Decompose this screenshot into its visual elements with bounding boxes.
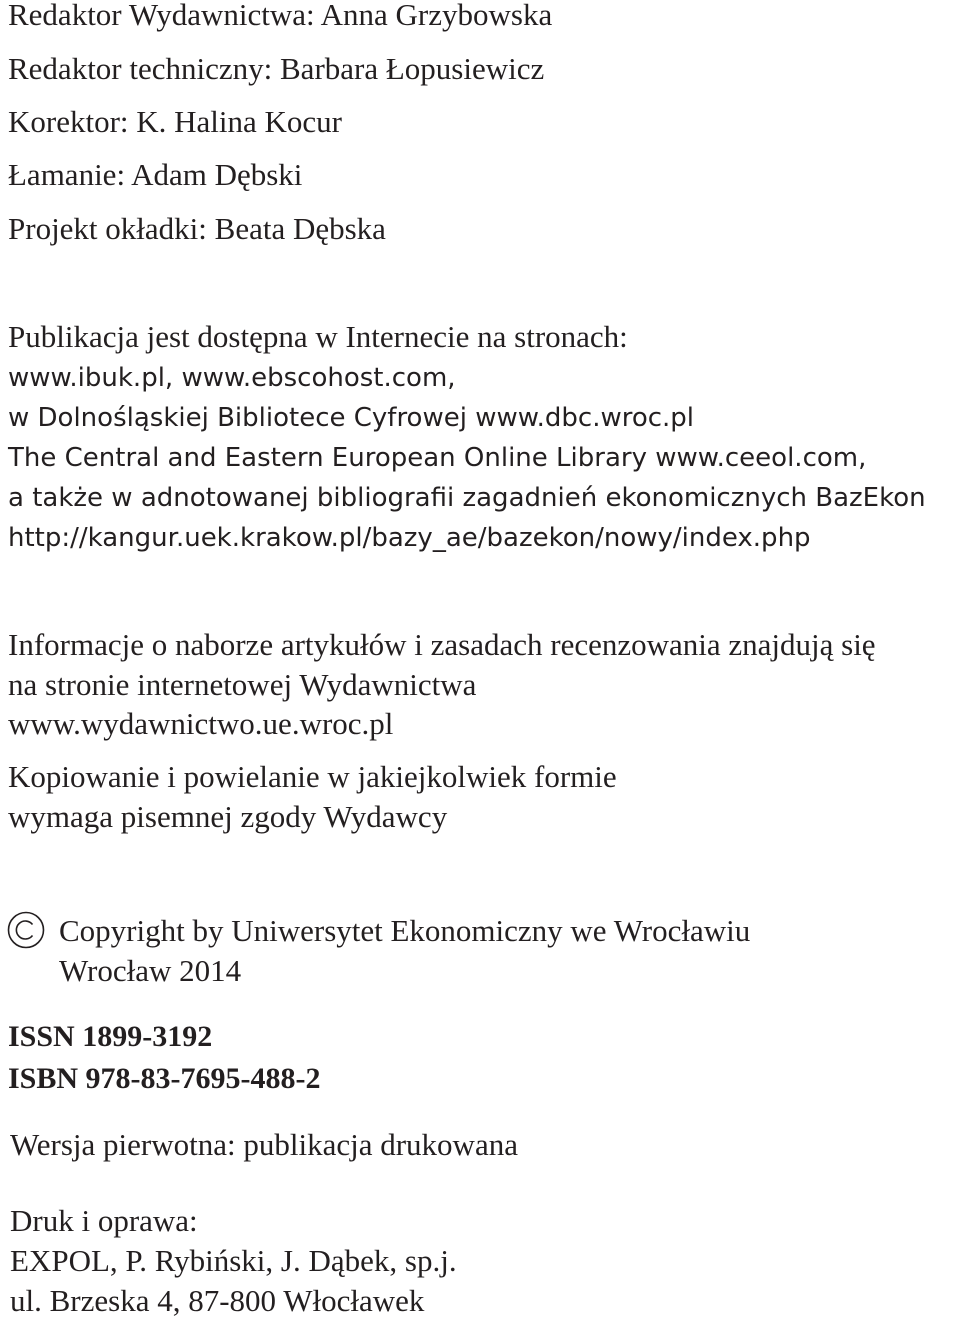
tech-editor-credit: Redaktor techniczny: Barbara Łopusiewicz bbox=[8, 51, 545, 86]
printer-address: ul. Brzeska 4, 87-800 Włocławek bbox=[10, 1283, 425, 1318]
rights-notice: Kopiowanie i powielanie w jakiejkolwiek formie bbox=[8, 759, 617, 794]
availability-intro: Publikacja jest dostępna w Internecie na stronach: bbox=[8, 319, 628, 354]
isbn: ISBN 978-83-7695-488-2 bbox=[8, 1062, 321, 1095]
copyright-place-year: Wrocław 2014 bbox=[59, 953, 242, 988]
editor-credit: Redaktor Wydawnictwa: Anna Grzybowska bbox=[8, 0, 553, 32]
issn: ISSN 1899-3192 bbox=[8, 1020, 213, 1053]
edition-version: Wersja pierwotna: publikacja drukowana bbox=[10, 1127, 518, 1162]
availability-line: www.ibuk.pl, www.ebscohost.com, bbox=[8, 363, 456, 393]
availability-url: http://kangur.uek.krakow.pl/bazy_ae/bazekon/nowy/index.php bbox=[8, 523, 811, 553]
proofreader-credit: Korektor: K. Halina Kocur bbox=[8, 104, 343, 139]
submission-info: na stronie internetowej Wydawnictwa bbox=[8, 667, 477, 702]
printer-name: EXPOL, P. Rybiński, J. Dąbek, sp.j. bbox=[10, 1243, 457, 1278]
availability-line: w Dolnośląskiej Bibliotece Cyfrowej www.dbc.wroc.pl bbox=[8, 403, 695, 433]
copyright-icon bbox=[6, 910, 46, 950]
copyright-holder: Copyright by Uniwersytet Ekonomiczny we Wrocławiu bbox=[59, 913, 751, 948]
submission-info: Informacje o naborze artykułów i zasadach recenzowania znajdują się bbox=[8, 627, 876, 662]
publisher-website: www.wydawnictwo.ue.wroc.pl bbox=[8, 706, 394, 741]
rights-notice: wymaga pisemnej zgody Wydawcy bbox=[8, 799, 448, 834]
availability-line: a także w adnotowanej bibliografii zagadnień ekonomicznych BazEkon bbox=[8, 483, 926, 513]
availability-line: The Central and Eastern European Online Library www.ceeol.com, bbox=[8, 443, 867, 473]
printing-heading: Druk i oprawa: bbox=[10, 1203, 198, 1238]
cover-credit: Projekt okładki: Beata Dębska bbox=[8, 211, 386, 246]
typesetting-credit: Łamanie: Adam Dębski bbox=[8, 157, 303, 192]
